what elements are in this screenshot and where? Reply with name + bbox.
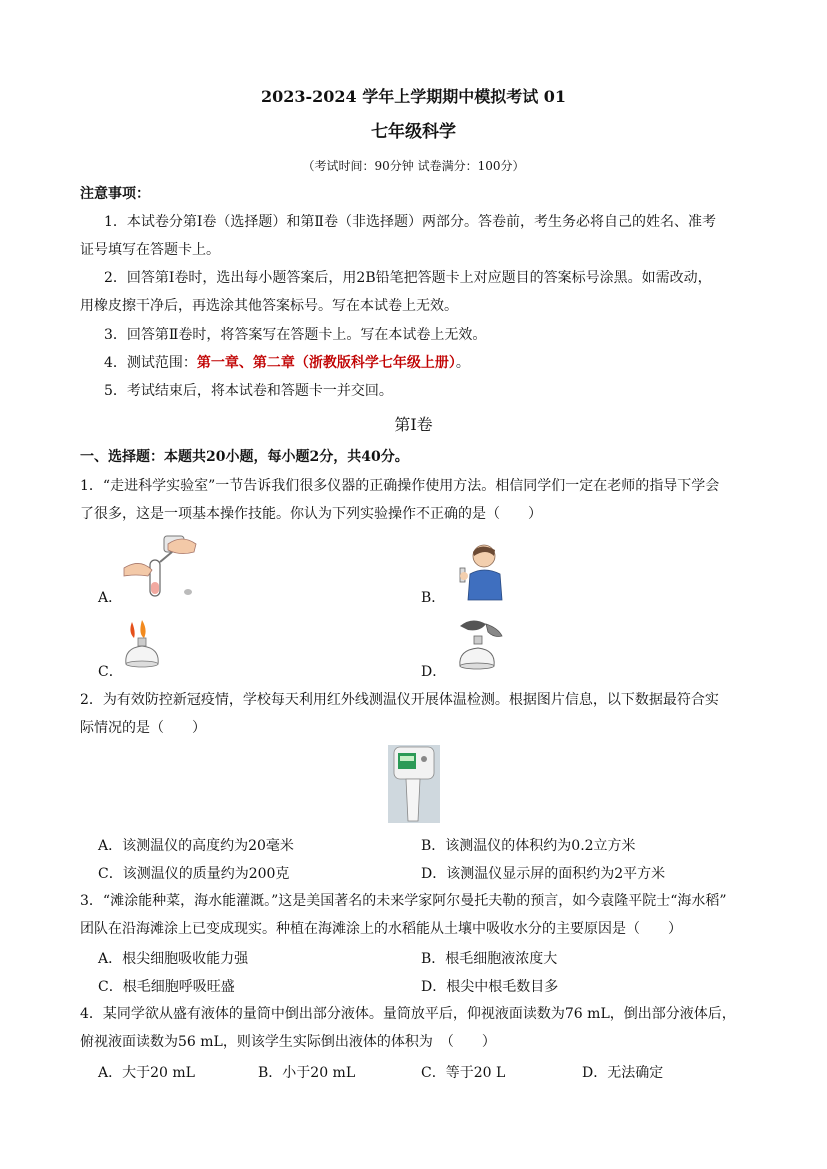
q4-text-2: 俯视液面读数为56 mL，则该学生实际倒出液体的体积为 （ ） [80, 1034, 496, 1050]
q1-option-a-image [122, 530, 202, 600]
q3-option-b: B．根毛细胞液浓度大 [421, 951, 558, 967]
note-1-cont: 证号填写在答题卡上。 [80, 242, 220, 258]
subject-title: 七年级科学 [371, 122, 456, 142]
note-4-range: 第一章、第二章（浙教版科学七年级上册） [196, 355, 456, 371]
exam-title: 2023-2024 学年上学期期中模拟考试 01 [260, 87, 567, 106]
q3-text-1: 3．“滩涂能种菜，海水能灌溉。”这是美国著名的未来学家阿尔曼托夫勒的预言，如今袁隆平院士“海水稻” [80, 893, 727, 909]
q3-option-c: C．根毛细胞呼吸旺盛 [98, 979, 235, 995]
q1-option-d-image [450, 614, 510, 676]
q1-option-d-label: D． [421, 664, 447, 680]
thermometer-image [388, 745, 440, 823]
q4-option-a: A．大于20 mL [98, 1065, 195, 1081]
q3-option-a: A．根尖细胞吸收能力强 [98, 951, 249, 967]
note-4-label: 4．测试范围： [104, 355, 197, 371]
q4-text-1: 4．某同学欲从盛有液体的量筒中倒出部分液体。量筒放平后，仰视液面读数为76 mL，倒出部分液体后， [80, 1006, 736, 1022]
q1-option-c-image [118, 612, 168, 672]
note-5: 5．考试结束后，将本试卷和答题卡一并交回。 [104, 383, 393, 399]
q2-text-2: 际情况的是（ ） [80, 720, 206, 736]
part-title: 第Ⅰ卷 [394, 415, 433, 434]
note-4 [104, 353, 470, 373]
section-heading: 一、选择题：本题共20小题，每小题2分，共40分。 [80, 449, 409, 465]
q4-option-d: D．无法确定 [582, 1065, 664, 1081]
q1-text-1: 1．“走进科学实验室”一节告诉我们很多仪器的正确操作使用方法。相信同学们一定在老师的指导下学会 [80, 478, 720, 494]
note-1: 1．本试卷分第Ⅰ卷（选择题）和第Ⅱ卷（非选择题）两部分。答卷前，考生务必将自己的姓名、准考 [104, 214, 716, 230]
q1-text-2: 了很多，这是一项基本操作技能。你认为下列实验操作不正确的是（ ） [80, 506, 542, 522]
note-3: 3．回答第Ⅱ卷时，将答案写在答题卡上。写在本试卷上无效。 [104, 327, 487, 343]
q2-option-b: B．该测温仪的体积约为0.2立方米 [421, 838, 636, 854]
q4-option-b: B．小于20 mL [258, 1065, 356, 1081]
notes-heading: 注意事项： [80, 186, 150, 202]
q1-option-b-label: B． [421, 590, 446, 606]
q2-option-c: C．该测温仪的质量约为200克 [98, 866, 290, 882]
note-2-cont: 用橡皮擦干净后，再选涂其他答案标号。写在本试卷上无效。 [80, 298, 458, 314]
q2-text-1: 2．为有效防控新冠疫情，学校每天利用红外线测温仪开展体温检测。根据图片信息，以下数据最符合实 [80, 692, 719, 708]
q3-text-2: 团队在沿海滩涂上已变成现实。种植在海滩涂上的水稻能从土壤中吸收水分的主要原因是（ ） [80, 921, 682, 937]
note-2: 2．回答第Ⅰ卷时，选出每小题答案后，用2B铅笔把答题卡上对应题目的答案标号涂黑。如需改动， [104, 270, 712, 286]
note-4-end: 。 [455, 355, 470, 371]
q1-option-a-label: A． [98, 590, 123, 606]
exam-meta: （考试时间：90分钟 试卷满分：100分） [302, 159, 525, 173]
q3-option-d: D．根尖中根毛数目多 [421, 979, 559, 995]
q1-option-c-label: C． [98, 664, 123, 680]
q4-option-c: C．等于20 L [421, 1065, 506, 1081]
q1-option-b-image [450, 540, 506, 604]
q2-option-a: A．该测温仪的高度约为20毫米 [98, 838, 294, 854]
q2-option-d: D．该测温仪显示屏的面积约为2平方米 [421, 866, 666, 882]
